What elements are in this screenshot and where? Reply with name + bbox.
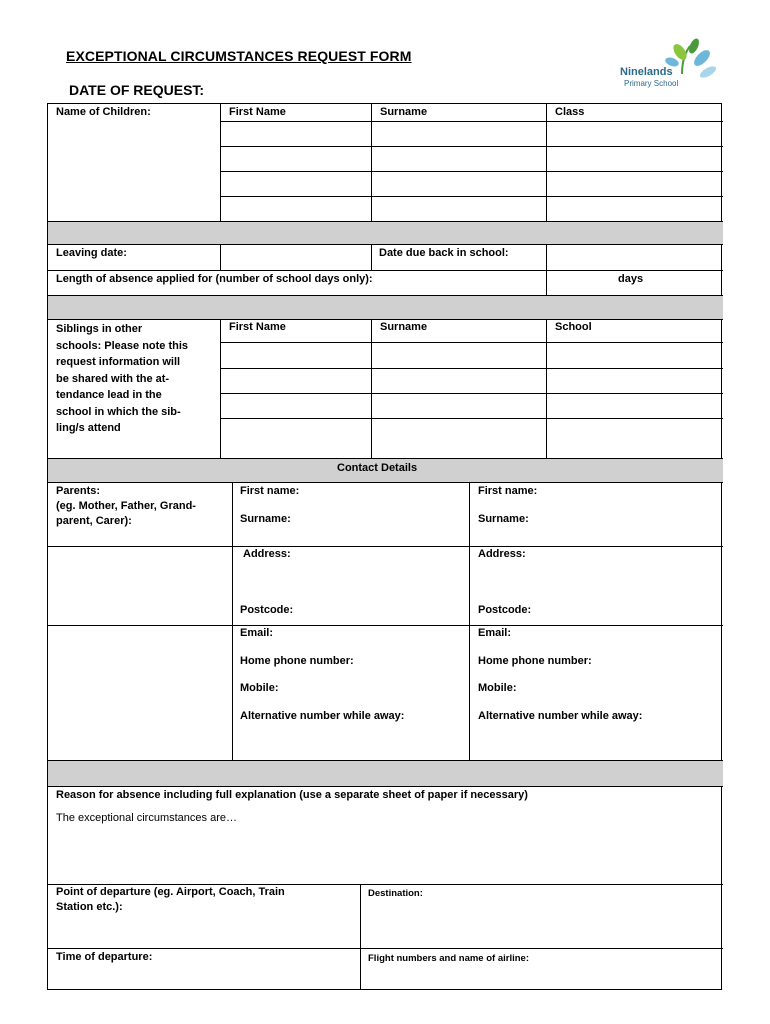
destination-label: Destination:: [368, 888, 423, 899]
date-of-request-label: DATE OF REQUEST:: [69, 82, 205, 98]
parent1-first-name-label: First name:: [240, 485, 300, 497]
parent1-surname-label: Surname:: [240, 513, 291, 525]
school-logo: [612, 38, 722, 98]
parent2-address-label: Address:: [478, 548, 526, 560]
logo-name: Ninelands: [620, 66, 673, 78]
parent2-mobile-label: Mobile:: [478, 682, 517, 694]
section-divider: [48, 296, 723, 319]
section-divider: [48, 761, 723, 786]
siblings-label: Siblings in other schools: Please note this request information will be shared with the at- tendance lead in the school in which the sib- ling/s attend: [56, 323, 189, 434]
length-of-absence-label: Length of absence applied for (number of school days only):: [56, 273, 373, 285]
parent2-postcode-label: Postcode:: [478, 604, 532, 616]
children-label: Name of Children:: [56, 106, 151, 118]
leaving-date-field[interactable]: [221, 245, 371, 270]
contact-details-title: Contact Details: [337, 462, 418, 474]
days-label: days: [618, 273, 644, 285]
siblings-school-header: School: [555, 321, 592, 333]
leaving-date-label: Leaving date:: [56, 247, 127, 259]
children-first-name-header: First Name: [229, 106, 286, 118]
parent1-email-label: Email:: [240, 627, 274, 639]
flight-numbers-label: Flight numbers and name of airline:: [368, 953, 529, 964]
parent2-email-label: Email:: [478, 627, 512, 639]
reason-label: Reason for absence including full explanation (use a separate sheet of paper if necessary): [56, 789, 528, 801]
parent1-home-phone-label: Home phone number:: [240, 655, 354, 667]
child-surname-field-1[interactable]: [372, 122, 546, 146]
date-due-back-field[interactable]: [547, 245, 722, 270]
siblings-first-name-header: First Name: [229, 321, 286, 333]
date-due-back-label: Date due back in school:: [379, 247, 509, 259]
children-class-header: Class: [555, 106, 585, 118]
children-surname-header: Surname: [380, 106, 428, 118]
parent2-surname-label: Surname:: [478, 513, 529, 525]
section-divider: [48, 222, 723, 244]
logo-subtitle: Primary School: [624, 79, 679, 88]
child-first-name-field-1[interactable]: [221, 122, 371, 146]
point-of-departure-label: Point of departure (eg. Airport, Coach, Train Station etc.):: [56, 886, 285, 913]
parent1-address-label: Address:: [243, 548, 291, 560]
time-of-departure-label: Time of departure:: [56, 951, 153, 963]
parent2-first-name-label: First name:: [478, 485, 538, 497]
parents-label: Parents: (eg. Mother, Father, Grand- parent, Carer):: [56, 485, 196, 527]
child-class-field-1[interactable]: [547, 122, 722, 146]
parent1-mobile-label: Mobile:: [240, 682, 279, 694]
form-table: [47, 103, 722, 990]
form-title: EXCEPTIONAL CIRCUMSTANCES REQUEST FORM: [66, 48, 412, 64]
parent2-alternative-label: Alternative number while away:: [478, 710, 643, 722]
parent1-postcode-label: Postcode:: [240, 604, 294, 616]
parent1-alternative-label: Alternative number while away:: [240, 710, 405, 722]
siblings-surname-header: Surname: [380, 321, 428, 333]
parent2-home-phone-label: Home phone number:: [478, 655, 592, 667]
reason-text[interactable]: The exceptional circumstances are…: [56, 812, 237, 824]
